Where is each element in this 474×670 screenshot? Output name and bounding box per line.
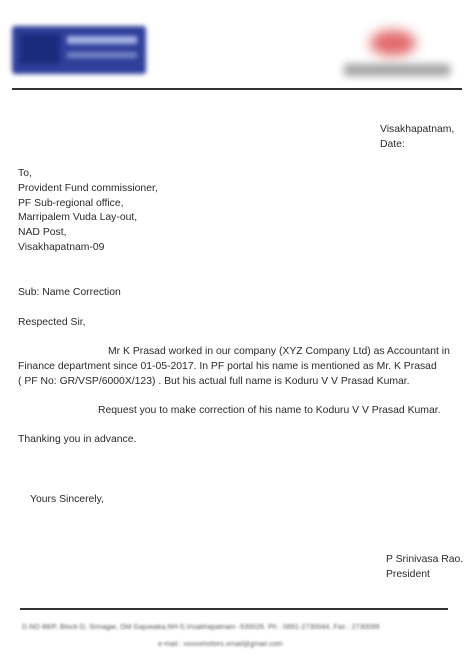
company-logo-right xyxy=(340,20,454,82)
date-label: Date: xyxy=(380,139,405,150)
signatory-title: President xyxy=(386,569,430,580)
signatory-name: P Srinivasa Rao. xyxy=(386,554,464,565)
footer-divider xyxy=(20,608,448,610)
salutation: Respected Sir, xyxy=(18,317,86,328)
place-line: Visakhapatnam, xyxy=(380,124,455,135)
address-line: PF Sub-regional office, xyxy=(18,197,124,209)
address-line: NAD Post, xyxy=(18,227,67,239)
address-line: To, xyxy=(18,168,32,179)
body-line: Mr K Prasad worked in our company (XYZ Company Ltd) as Accountant in xyxy=(108,346,450,357)
thanks-line: Thanking you in advance. xyxy=(18,434,137,445)
header-divider xyxy=(12,88,462,90)
footer-address: D.NO 88/P, Block-D, Srinagar, Old Gajuwaka,NH-5,Visakhapatnam -530026. Ph : 0891-2730044, Fax : 2730099 xyxy=(22,624,380,631)
body-line: Finance department since 01-05-2017. In PF portal his name is mentioned as Mr. K Prasad xyxy=(18,361,437,372)
address-line: Visakhapatnam-09 xyxy=(18,241,105,253)
body-line: ( PF No: GR/VSP/6000X/123) . But his actual full name is Koduru V V Prasad Kumar. xyxy=(18,376,410,387)
subject-line: Sub: Name Correction xyxy=(18,287,121,298)
address-line: Provident Fund commissioner, xyxy=(18,182,158,194)
body-request: Request you to make correction of his name to Koduru V V Prasad Kumar. xyxy=(98,405,441,416)
company-logo-left xyxy=(12,26,146,74)
footer-email: e-mail : xxxxxmotors.xmail@gmail.com xyxy=(158,641,283,648)
address-line: Marripalem Vuda Lay-out, xyxy=(18,212,138,224)
recipient-address xyxy=(18,167,158,256)
closing-line: Yours Sincerely, xyxy=(30,494,104,505)
